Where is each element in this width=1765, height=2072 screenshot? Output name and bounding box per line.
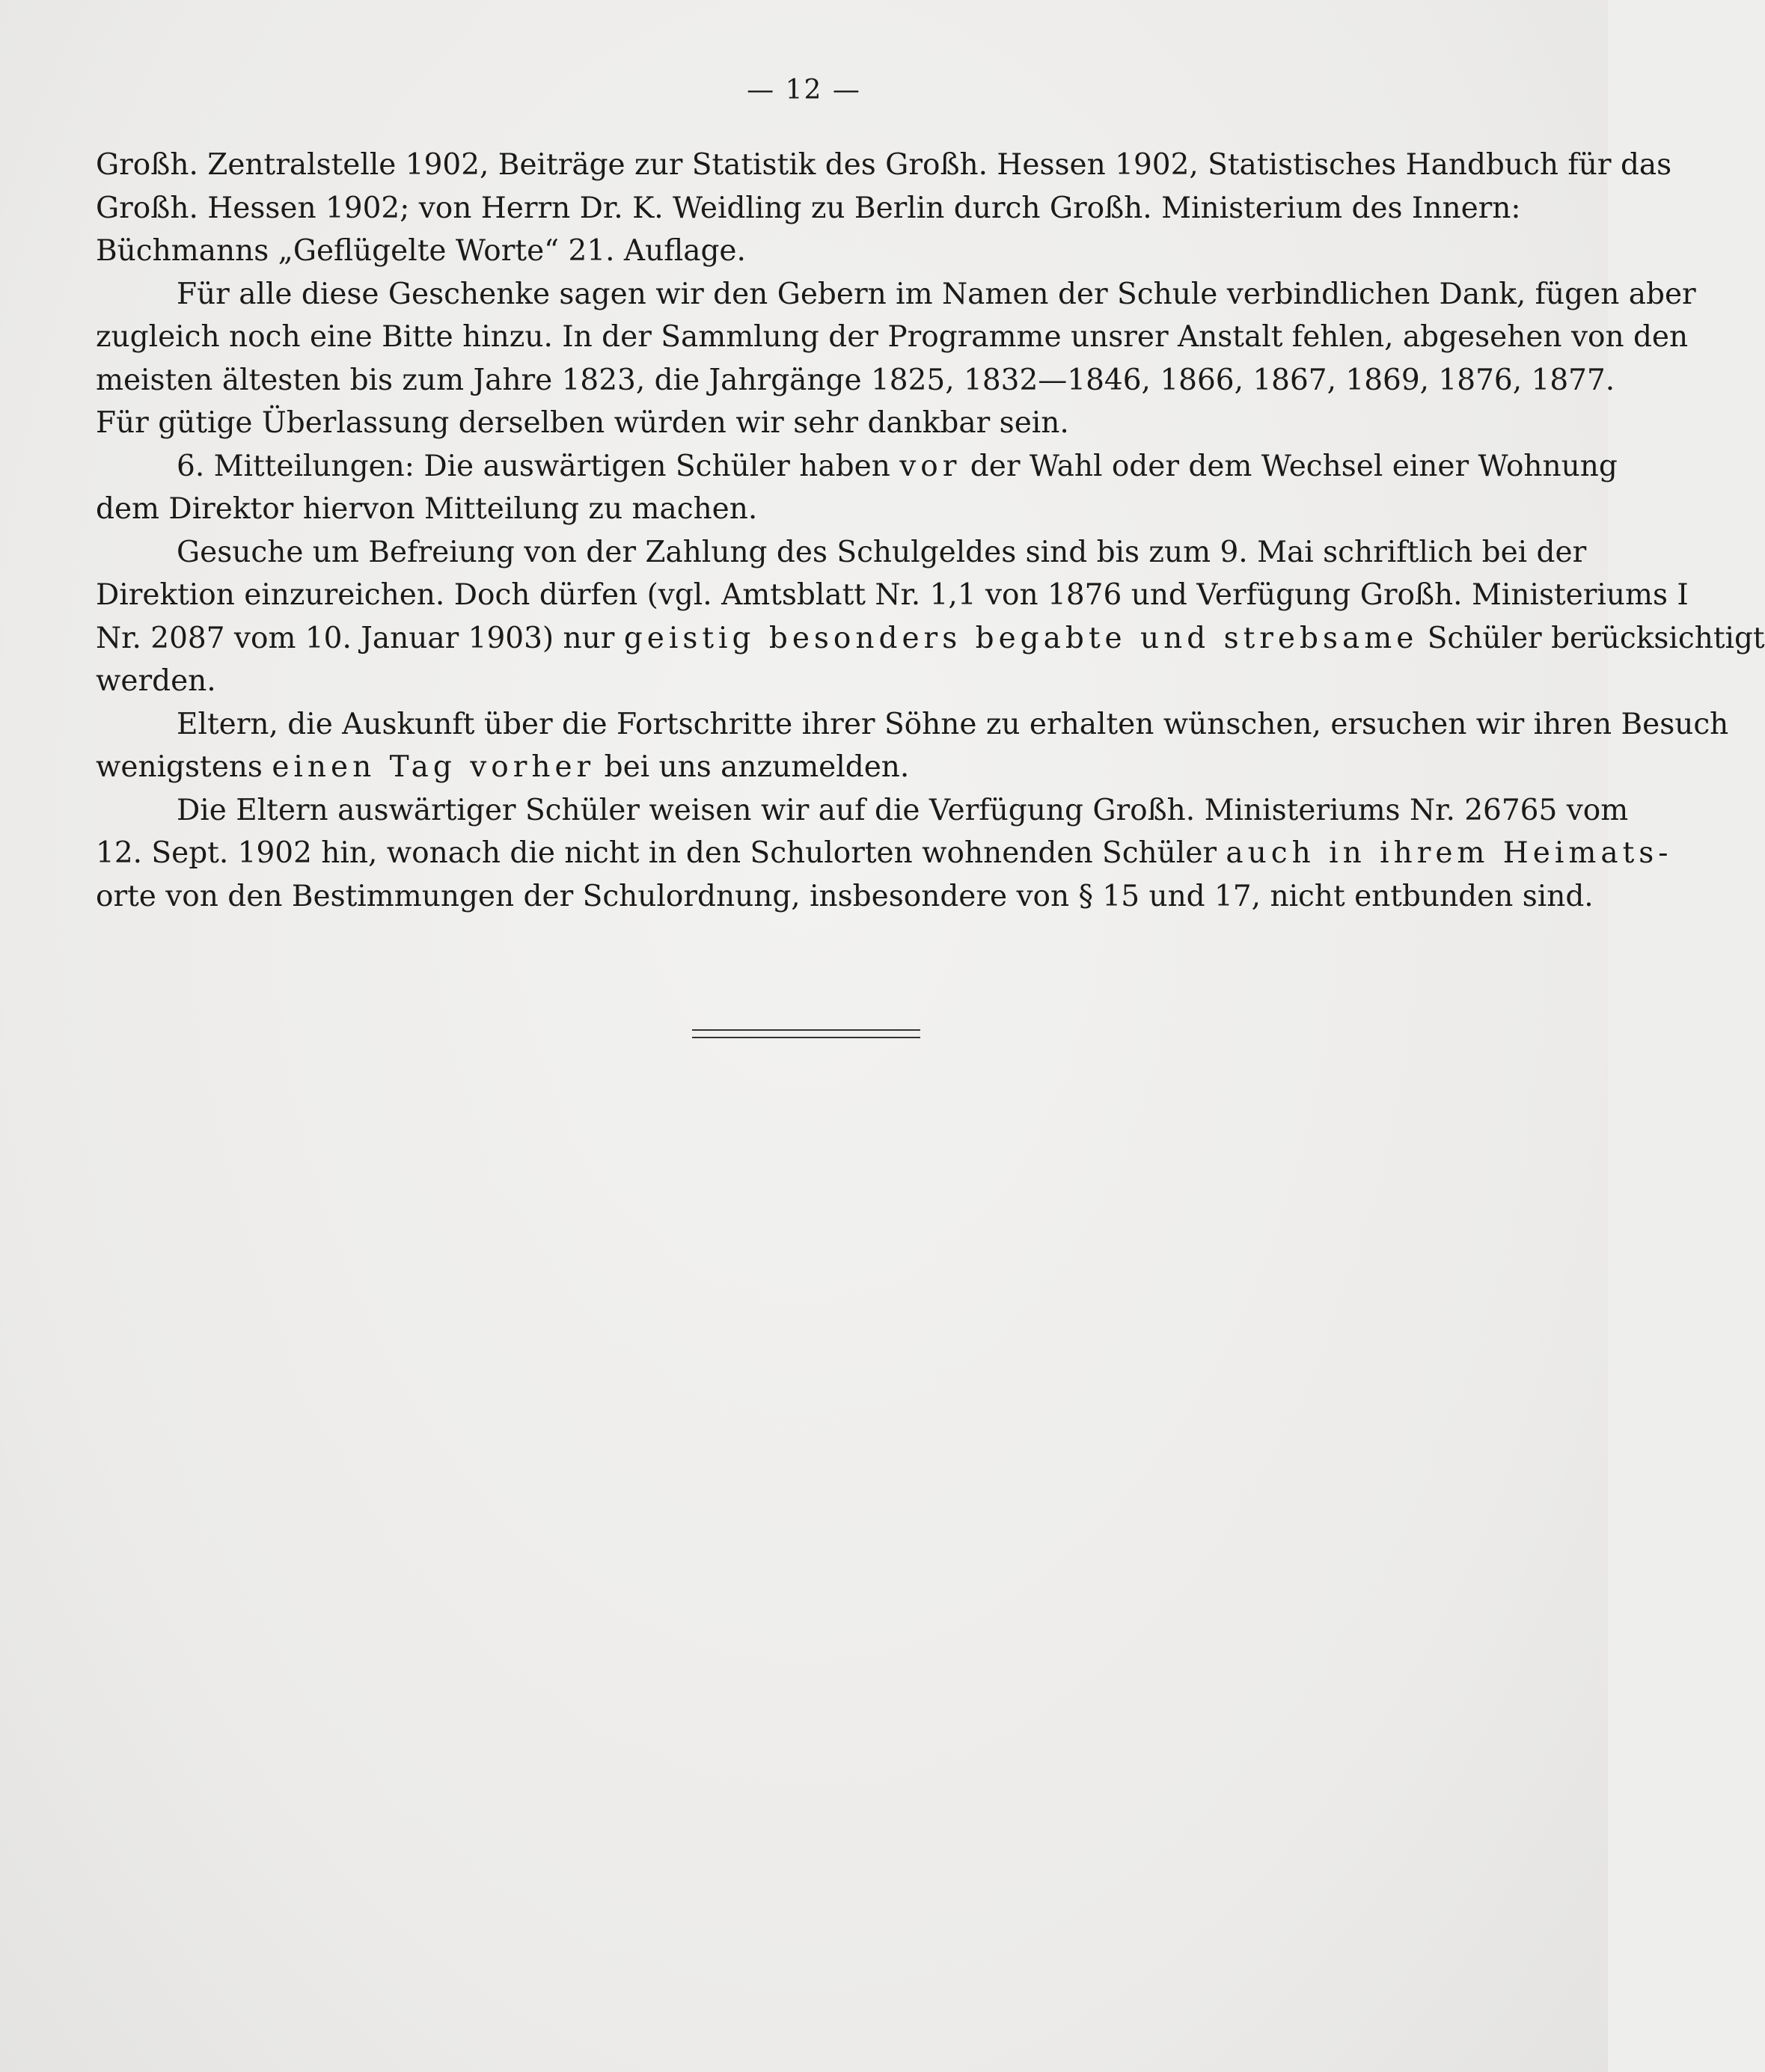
paragraph-2-line-1: Für alle diese Geschenke sagen wir den Gebern im Namen der Schule verbindlichen Dank, fügen aber	[177, 277, 1696, 311]
paragraph-5-line-2-part-a: wenigstens	[96, 750, 263, 784]
paragraph-3-line-2: dem Direktor hiervon Mitteilung zu machen.	[96, 492, 758, 526]
paragraph-4-line-3	[96, 617, 1765, 660]
paragraph-5-line-2-emphasis: einen Tag vorher	[272, 750, 596, 784]
paragraph-5-line-1: Eltern, die Auskunft über die Fortschritte ihrer Söhne zu erhalten wünschen, ersuchen wir ihren Besuch	[177, 707, 1729, 741]
section-divider-bottom	[692, 1037, 920, 1038]
paragraph-4-line-2: Direktion einzureichen. Doch dürfen (vgl. Amtsblatt Nr. 1,1 von 1876 und Verfügung Großh. Ministeriums I	[96, 578, 1689, 612]
paragraph-6-line-1: Die Eltern auswärtiger Schüler weisen wir auf die Verfügung Großh. Ministeriums Nr. 26765 vom	[177, 793, 1629, 827]
paragraph-2-line-3: meisten ältesten bis zum Jahre 1823, die Jahrgänge 1825, 1832—1846, 1866, 1867, 1869, 1876, 1877.	[96, 363, 1615, 397]
paragraph-3-line-1	[96, 445, 1618, 488]
page-number: — 12 —	[747, 75, 861, 105]
paragraph-4-line-3-part-c: Schüler berücksichtigt	[1427, 621, 1765, 655]
paragraph-4-line-4: werden.	[96, 664, 216, 698]
paragraph-4-line-3-emphasis: geistig besonders begabte und strebsame	[623, 621, 1419, 655]
paragraph-5-line-2-part-c: bei uns anzumelden.	[604, 750, 910, 784]
paragraph-3-line-1-part-c: der Wahl oder dem Wechsel einer Wohnung	[970, 449, 1618, 483]
paragraph-1-line-1: Großh. Zentralstelle 1902, Beiträge zur Statistik des Großh. Hessen 1902, Statistisches Handbuch für das	[96, 148, 1672, 182]
paragraph-4-line-3-part-a: Nr. 2087 vom 10. Januar 1903) nur	[96, 621, 615, 655]
paragraph-3-line-1-part-a: 6. Mitteilungen: Die auswärtigen Schüler haben	[177, 449, 890, 483]
body-text	[96, 144, 1765, 918]
paragraph-2-line-4: Für gütige Überlassung derselben würden wir sehr dankbar sein.	[96, 406, 1069, 440]
paragraph-1-line-2: Großh. Hessen 1902; von Herrn Dr. K. Weidling zu Berlin durch Großh. Ministerium des Innern:	[96, 191, 1521, 225]
paragraph-6-line-2-part-a: 12. Sept. 1902 hin, wonach die nicht in den Schulorten wohnenden Schüler	[96, 836, 1217, 870]
paragraph-6-line-2	[96, 832, 1673, 875]
paragraph-2-line-2: zugleich noch eine Bitte hinzu. In der Sammlung der Programme unsrer Anstalt fehlen, abgesehen von den	[96, 320, 1689, 354]
paragraph-4-line-1: Gesuche um Befreiung von der Zahlung des Schulgeldes sind bis zum 9. Mai schriftlich bei der	[177, 535, 1587, 569]
paragraph-6-line-3: orte von den Bestimmungen der Schulordnung, insbesondere von § 15 und 17, nicht entbunden sind.	[96, 879, 1594, 913]
paragraph-3-line-1-emphasis: vor	[899, 449, 961, 483]
paragraph-5-line-2	[96, 746, 1517, 789]
section-divider-top	[692, 1029, 920, 1031]
paragraph-1-line-3: Büchmanns „Geflügelte Worte“ 21. Auflage.	[96, 234, 746, 268]
paragraph-6-line-2-emphasis: auch in ihrem Heimats-	[1226, 836, 1673, 870]
